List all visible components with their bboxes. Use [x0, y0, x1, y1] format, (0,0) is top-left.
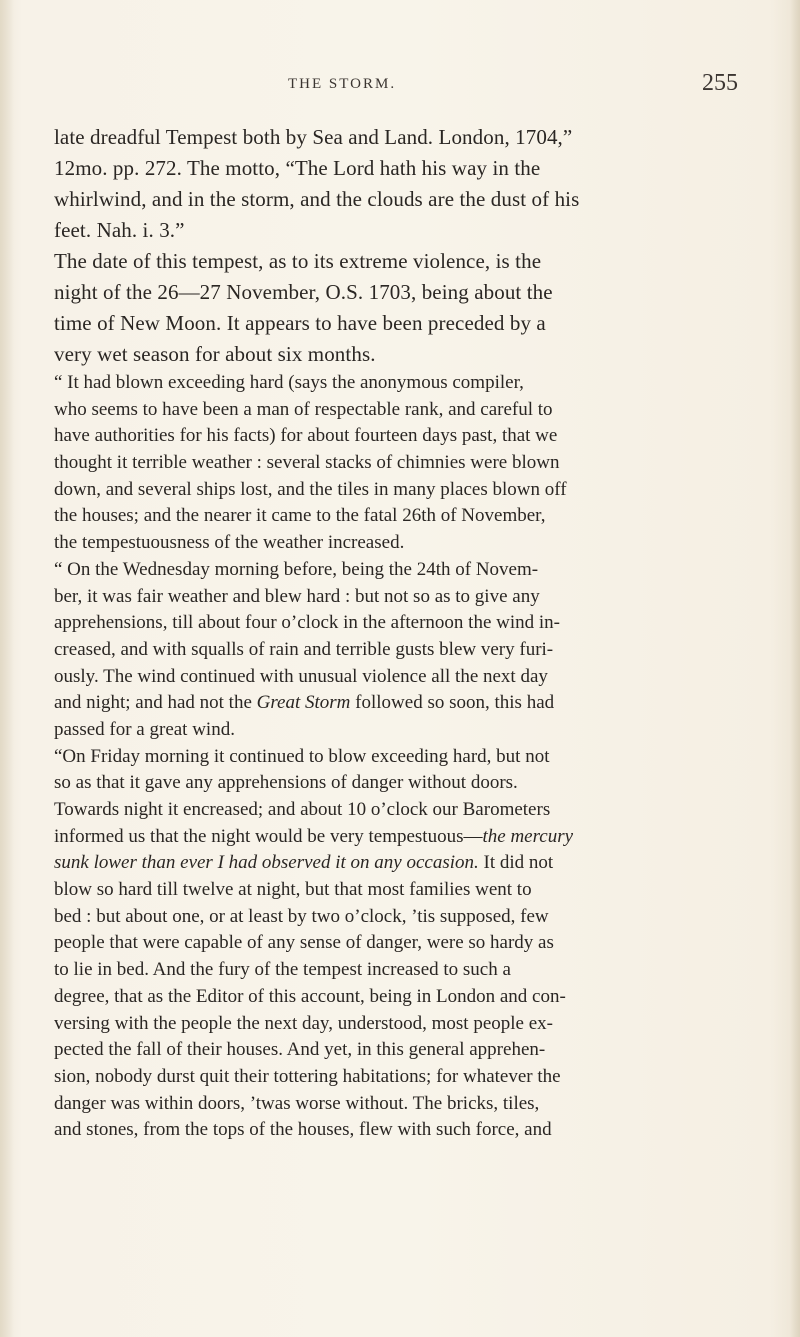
text-segment: followed so soon, this had — [350, 692, 555, 714]
text-line: ber, it was fair weather and blew hard : but not so as to give any — [54, 585, 540, 607]
page-number: 255 — [702, 70, 738, 96]
text-line: to lie in bed. And the fury of the tempest increased to such a — [54, 959, 511, 981]
text-line: creased, and with squalls of rain and terrible gusts blew very furi- — [54, 638, 554, 660]
text-line: blow so hard till twelve at night, but that most families went to — [54, 879, 532, 901]
text-line: 12mo. pp. 272. The motto, “The Lord hath his way in the — [54, 156, 541, 180]
text-line: versing with the people the next day, understood, most people ex- — [54, 1012, 553, 1034]
text-line: apprehensions, till about four o’clock in the afternoon the wind in- — [54, 612, 561, 634]
quoted-account — [54, 370, 754, 1144]
text-line: whirlwind, and in the storm, and the clouds are the dust of his — [54, 187, 580, 211]
text-segment: It did not — [478, 852, 554, 874]
text-line: very wet season for about six months. — [54, 342, 376, 366]
great-storm-italic: Great Storm — [256, 692, 351, 714]
text-line: feet. Nah. i. 3.” — [54, 218, 185, 242]
mercury-italic-cont: sunk lower than ever I had observed it on any occasion. — [54, 852, 479, 874]
text-line: and stones, from the tops of the houses, flew with such force, and — [54, 1119, 552, 1141]
text-line: the houses; and the nearer it came to the fatal 26th of November, — [54, 505, 546, 527]
text-line: have authorities for his facts) for about fourteen days past, that we — [54, 425, 558, 447]
text-line: people that were capable of any sense of danger, were so hardy as — [54, 932, 554, 954]
text-line: night of the 26—27 November, O.S. 1703, being about the — [54, 280, 553, 304]
text-line: The date of this tempest, as to its extreme violence, is the — [54, 249, 542, 273]
text-line: pected the fall of their houses. And yet, in this general apprehen- — [54, 1039, 546, 1061]
text-line: who seems to have been a man of respectable rank, and careful to — [54, 398, 553, 420]
text-line: ously. The wind continued with unusual violence all the next day — [54, 665, 548, 687]
text-line: “On Friday morning it continued to blow exceeding hard, but not — [54, 745, 550, 767]
text-line: bed : but about one, or at least by two o’clock, ’tis supposed, few — [54, 905, 549, 927]
page-edge-right — [790, 0, 800, 1337]
intro-paragraphs — [54, 122, 754, 370]
text-line: late dreadful Tempest both by Sea and Land. London, 1704,” — [54, 125, 573, 149]
text-line-mercury-cont — [54, 850, 754, 877]
text-segment: and night; and had not the — [54, 692, 257, 714]
text-line: passed for a great wind. — [54, 718, 235, 740]
text-line: thought it terrible weather : several stacks of chimnies were blown — [54, 452, 560, 474]
text-line: “ It had blown exceeding hard (says the anonymous compiler, — [54, 372, 524, 393]
running-head — [0, 70, 800, 104]
text-line: Towards night it encreased; and about 10 o’clock our Barometers — [54, 799, 551, 820]
mercury-italic: the mercury — [482, 825, 574, 847]
text-line: degree, that as the Editor of this account, being in London and con- — [54, 985, 566, 1007]
text-segment: informed us that the night would be very tempestuous— — [54, 825, 483, 847]
text-line: the tempestuousness of the weather increased. — [54, 532, 405, 554]
text-line: sion, nobody durst quit their tottering habitations; for whatever the — [54, 1065, 561, 1087]
text-line: time of New Moon. It appears to have been preceded by a — [54, 311, 546, 335]
page-edge-left — [0, 0, 14, 1337]
text-line: so as that it gave any apprehensions of danger without doors. — [54, 772, 518, 794]
text-line: “ On the Wednesday morning before, being the 24th of Novem- — [54, 558, 539, 580]
text-line: down, and several ships lost, and the tiles in many places blown off — [54, 478, 567, 500]
text-line-mercury — [54, 824, 754, 851]
text-line: danger was within doors, ’twas worse without. The bricks, tiles, — [54, 1092, 540, 1114]
text-line-great-storm — [54, 690, 754, 717]
running-title: THE STORM. — [288, 76, 397, 92]
